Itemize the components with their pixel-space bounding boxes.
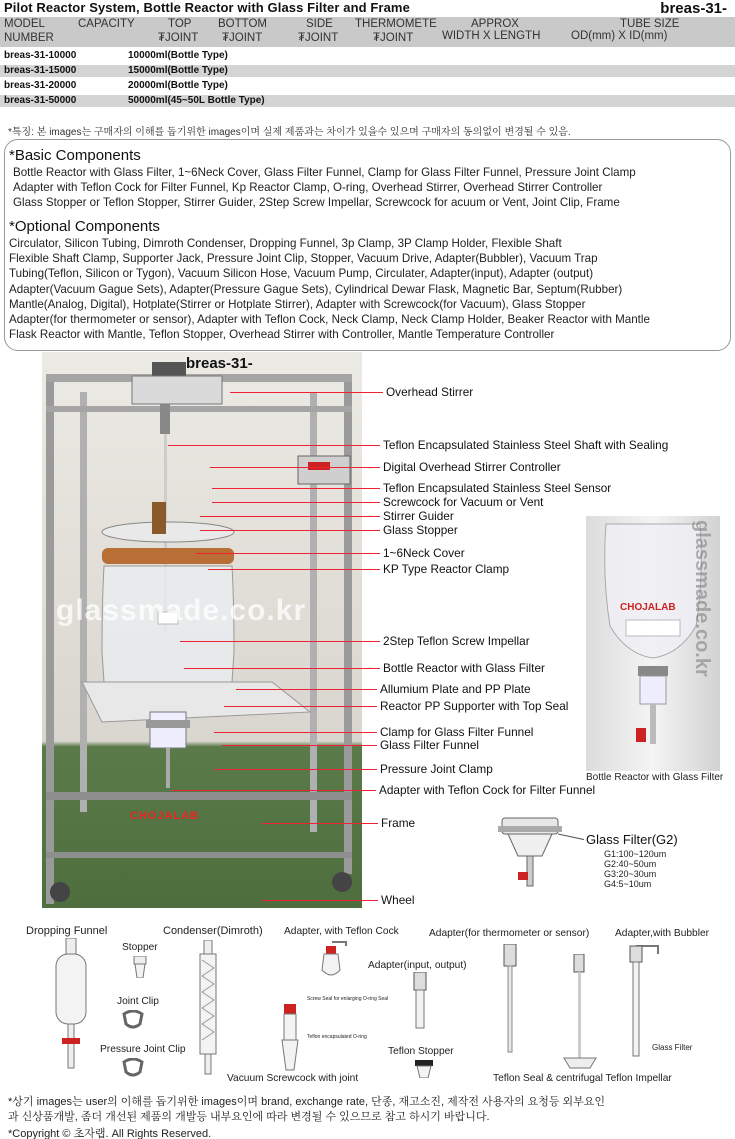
vacuum-screwcock-label: Vacuum Screwcock with joint [227, 1073, 359, 1084]
side-photo-caption: Bottle Reactor with Glass Filter [586, 772, 724, 783]
optional-line: Adapter(Vacuum Gague Sets), Adapter(Pressure Gague Sets), Cylindrical Dewar Flask, Magnetic Bar, Septum(Rubber) [9, 282, 623, 296]
callout-label: Teflon Encapsulated Stainless Steel Shaft with Sealing [383, 438, 669, 452]
callout-label: Digital Overhead Stirrer Controller [383, 460, 561, 474]
adapter-thermo-drawing [500, 944, 520, 1054]
stopper-drawing [132, 956, 148, 978]
teflon-impellar-drawing [560, 954, 600, 1072]
row-capacity: 15000ml(Bottle Type) [128, 65, 228, 76]
side-watermark: glassmade.co.kr [691, 520, 713, 677]
photo-badge: breas-31- [186, 355, 253, 372]
footer-line-2: 과 신상품개발, 좀더 개선된 제품의 개발등 내부요인에 따라 변경될 수 있으므로 참고 하시기 바랍니다. [8, 1111, 490, 1123]
dropping-funnel-label: Dropping Funnel [26, 925, 108, 937]
row-model: breas-31-50000 [4, 95, 77, 106]
teflon-oring-note: Teflon encapsulated O-ring [307, 1034, 367, 1040]
optional-line: Adapter(for thermometer or sensor), Adapter with Teflon Cock, Neck Clamp, Neck Clamp Holder, Beaker Reactor with Mantle [9, 313, 650, 327]
callout-line [200, 530, 380, 531]
callout-line [214, 732, 377, 733]
spec-table-header [0, 17, 735, 47]
col-thermo: THERMOMETE [355, 18, 437, 30]
table-row [0, 50, 735, 62]
adapter-teflon-cock-drawing [316, 940, 352, 986]
row-capacity: 50000ml(45~50L Bottle Type) [128, 95, 265, 106]
glass-filter-small-label: Glass Filter [652, 1043, 693, 1052]
callout-line [230, 392, 383, 393]
col-approx: APPROX [471, 18, 519, 30]
side-reactor-photo [586, 516, 720, 771]
callout-label: Clamp for Glass Filter Funnel [380, 725, 534, 739]
callout-label: Glass Stopper [383, 523, 458, 537]
col-side-joint: ₮JOINT [298, 32, 339, 44]
dropping-funnel-drawing [48, 938, 94, 1078]
glass-filter-grade: G3:20~30um [604, 869, 657, 879]
callout-label: Frame [381, 816, 416, 830]
callout-line [208, 569, 380, 570]
callout-label: Reactor PP Supporter with Top Seal [380, 699, 569, 713]
stopper-label: Stopper [122, 942, 158, 953]
callout-label: Overhead Stirrer [386, 385, 474, 399]
basic-line: Glass Stopper or Teflon Stopper, Stirrer Guider, 2Step Screw Impellar, Screwcock for acuum or Vent, Joint Clip, Frame [13, 196, 620, 210]
callout-line [222, 745, 377, 746]
callout-line [214, 769, 377, 770]
callout-label: Adapter with Teflon Cock for Filter Funnel [379, 783, 596, 797]
callout-label: 2Step Teflon Screw Impellar [383, 634, 530, 648]
adapter-io-label: Adapter(input, output) [368, 960, 467, 971]
col-top: TOP [168, 18, 192, 30]
callout-label: Allumium Plate and PP Plate [380, 682, 531, 696]
col-side: SIDE [306, 18, 333, 30]
glass-filter-grade: G2:40~50um [604, 859, 657, 869]
side-brand-label: CHOJALAB [620, 602, 676, 613]
reactor-photo [42, 352, 362, 908]
row-capacity: 10000ml(Bottle Type) [128, 50, 228, 61]
callout-line [210, 467, 380, 468]
callout-line [262, 823, 378, 824]
screw-seal-note: Screw Seal for enlarging O-ring Seal [307, 996, 389, 1002]
callout-line [212, 502, 380, 503]
callout-line [180, 641, 380, 642]
col-top-joint: ₮JOINT [158, 32, 199, 44]
adapter-io-drawing [410, 972, 430, 1030]
optional-components-title: *Optional Components [9, 218, 160, 235]
vacuum-screwcock-drawing [278, 1004, 302, 1074]
callout-label: Teflon Encapsulated Stainless Steel Sensor [383, 481, 612, 495]
callout-label: Bottle Reactor with Glass Filter [383, 661, 545, 675]
col-tube-size: OD(mm) X ID(mm) [571, 30, 668, 42]
basic-line: Bottle Reactor with Glass Filter, 1~6Neck Cover, Glass Filter Funnel, Clamp for Glass Filter Funnel, Pressure Joint Clamp [13, 166, 636, 179]
pressure-joint-clip-label: Pressure Joint Clip [100, 1044, 186, 1055]
callout-label: Glass Filter Funnel [380, 738, 479, 752]
callout-line [196, 553, 380, 554]
row-model: breas-31-10000 [4, 50, 77, 61]
model-code: breas-31- [660, 0, 727, 17]
optional-line: Mantle(Analog, Digital), Hotplate(Stirrer or Hotplate Stirrer), Adapter with Screwcock(for Vacuum), Glass Stopper [9, 297, 586, 311]
callout-label: Screwcock for Vacuum or Vent [383, 495, 544, 509]
col-approx-size: WIDTH X LENGTH [442, 30, 541, 42]
callout-label: KP Type Reactor Clamp [383, 562, 510, 576]
joint-clip-drawing [122, 1010, 144, 1030]
adapter-teflon-cock-label: Adapter, with Teflon Cock [284, 926, 399, 937]
callout-label: Pressure Joint Clamp [380, 762, 493, 776]
callout-line [168, 445, 380, 446]
optional-line: Flexible Shaft Clamp, Supporter Jack, Pressure Joint Clip, Stopper, Vacuum Drive, Adapter(Bubbler), Vacuum Trap [9, 252, 598, 266]
callout-line [224, 706, 377, 707]
table-row [0, 95, 735, 107]
teflon-stopper-label: Teflon Stopper [388, 1046, 454, 1057]
glass-filter-drawing [494, 812, 584, 890]
title-bar [4, 0, 731, 18]
callout-line [236, 689, 377, 690]
col-thermo-joint: ₮JOINT [373, 32, 414, 44]
page-title: Pilot Reactor System, Bottle Reactor with Glass Filter and Frame [4, 0, 410, 15]
optional-line: Tubing(Teflon, Silicon or Tygon), Vacuum Silicon Hose, Vacuum Pump, Circulater, Adapter(input), Adapter (output) [9, 267, 594, 281]
notice-text: *특징: 본 images는 구매자의 이해를 돕기위한 images이며 실제 제품과는 차이가 있을수 있으며 구매자의 동의없이 변경될 수 있음. [8, 127, 571, 138]
col-bottom-joint: ₮JOINT [222, 32, 263, 44]
col-number: NUMBER [4, 32, 54, 44]
col-tube: TUBE SIZE [620, 18, 680, 30]
pressure-joint-clip-drawing [122, 1058, 144, 1078]
table-row [0, 65, 735, 77]
callout-label: 1~6Neck Cover [383, 546, 465, 560]
row-capacity: 20000ml(Bottle Type) [128, 80, 228, 91]
copyright: *Copyright © 초자랩. All Rights Reserved. [8, 1128, 212, 1139]
col-capacity: CAPACITY [78, 18, 135, 30]
callout-label: Stirrer Guider [383, 509, 454, 523]
optional-line: Circulator, Silicon Tubing, Dimroth Condenser, Dropping Funnel, 3p Clamp, 3P Clamp Holder, Flexible Shaft [9, 237, 562, 250]
col-model: MODEL [4, 18, 45, 30]
callout-line [200, 516, 380, 517]
teflon-seal-label: Teflon Seal & centrifugal Teflon Impellar [493, 1073, 672, 1084]
basic-components-title: *Basic Components [9, 147, 141, 164]
callout-label: Wheel [381, 893, 415, 907]
row-model: breas-31-15000 [4, 65, 77, 76]
glass-filter-grade: G1:100~120um [604, 849, 667, 859]
glass-filter-grade: G4:5~10um [604, 879, 652, 889]
condenser-drawing [196, 940, 220, 1076]
callout-line [184, 668, 380, 669]
photo-watermark: glassmade.co.kr [56, 594, 307, 627]
footer-line-1: *상기 images는 user의 이해를 돕기위한 images이며 brand, exchange rate, 단종, 재고소진, 제작전 사용자의 요청등 외부요인 [8, 1096, 606, 1108]
brand-label: CHOJALAB [130, 810, 200, 822]
optional-line: Flask Reactor with Mantle, Teflon Stopper, Overhead Stirrer with Controller, Mantle Temperature Controller [9, 328, 555, 342]
callout-line [262, 900, 378, 901]
table-row [0, 80, 735, 92]
joint-clip-label: Joint Clip [117, 996, 159, 1007]
reactor-illustration [42, 352, 362, 908]
teflon-stopper-drawing [414, 1060, 434, 1078]
glass-filter-title: Glass Filter(G2) [586, 832, 678, 847]
basic-line: Adapter with Teflon Cock for Filter Funnel, Kp Reactor Clamp, O-ring, Overhead Stirrer, Overhead Stirrer Controller [13, 181, 603, 195]
callout-line [172, 790, 376, 791]
col-bottom: BOTTOM [218, 18, 267, 30]
condenser-label: Condenser(Dimroth) [163, 925, 263, 937]
components-box [4, 139, 731, 351]
adapter-bubbler-label: Adapter,with Bubbler [615, 928, 710, 939]
callout-line [212, 488, 380, 489]
row-model: breas-31-20000 [4, 80, 77, 91]
adapter-thermo-label: Adapter(for thermometer or sensor) [429, 928, 590, 939]
optional-components-list [9, 236, 650, 342]
basic-components-list [13, 165, 636, 211]
